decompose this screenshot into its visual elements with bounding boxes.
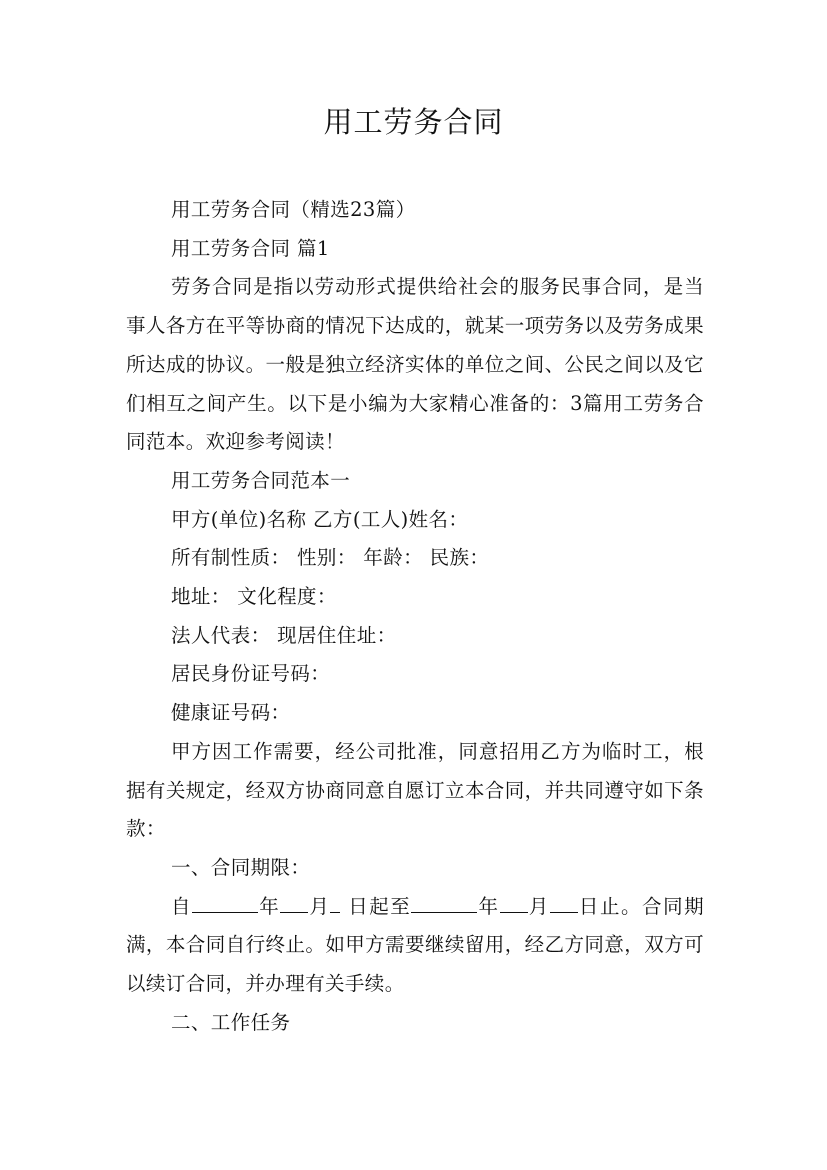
term-year-2: 年 [477,894,500,918]
term-month: 月 [308,894,331,918]
start-year-blank [192,891,258,912]
document-title: 用工劳务合同 [323,105,504,139]
health-cert-line: 健康证号码： [171,701,291,725]
id-number-line: 居民身份证号码： [171,662,331,686]
hiring-paragraph: 甲方因工作需要，经公司批准，同意招用乙方为临时工，根据有关规定，经双方协商同意自愿订立本合同，并共同遵守如下条款： [126,739,704,841]
end-year-blank [411,891,477,912]
clause-1-heading: 一、合同期限： [171,855,311,879]
end-day-blank [550,891,578,912]
term-rest: 日止。合同期满，本合同自行终止。如甲方需要继续留用，经乙方同意，双方可以续订合同，并办理有关手续。 [126,894,705,996]
start-day-blank [330,891,340,912]
term-month-2: 月 [527,894,550,918]
parties-line: 甲方(单位)名称 乙方(工人)姓名： [171,507,469,531]
address-line: 地址： 文化程度： [171,585,337,609]
contract-term-paragraph [126,888,704,1004]
legal-rep-line: 法人代表： 现居住住址： [171,623,397,647]
end-month-blank [500,891,528,912]
term-from: 自 [171,894,193,918]
document-body [126,191,704,1042]
template-heading: 用工劳务合同范本一 [171,468,351,492]
intro-paragraph: 劳务合同是指以劳动形式提供给社会的服务民事合同，是当事人各方在平等协商的情况下达成的，就某一项劳务以及劳务成果所达成的协议。一般是独立经济实体的单位之间、公民之间以及它们相互之间产生。以下是小编为大家精心准备的：3篇用工劳务合同范本。欢迎参考阅读！ [126,275,704,454]
section-heading: 用工劳务合同 篇1 [171,236,330,260]
document-subtitle: 用工劳务合同（精选23篇） [171,198,416,221]
start-month-blank [280,891,308,912]
clause-2-heading: 二、工作任务 [171,1010,291,1034]
ownership-line: 所有制性质： 性别： 年龄： 民族： [171,546,490,570]
term-year: 年 [258,894,281,918]
term-day-start: 日起至 [348,894,412,918]
